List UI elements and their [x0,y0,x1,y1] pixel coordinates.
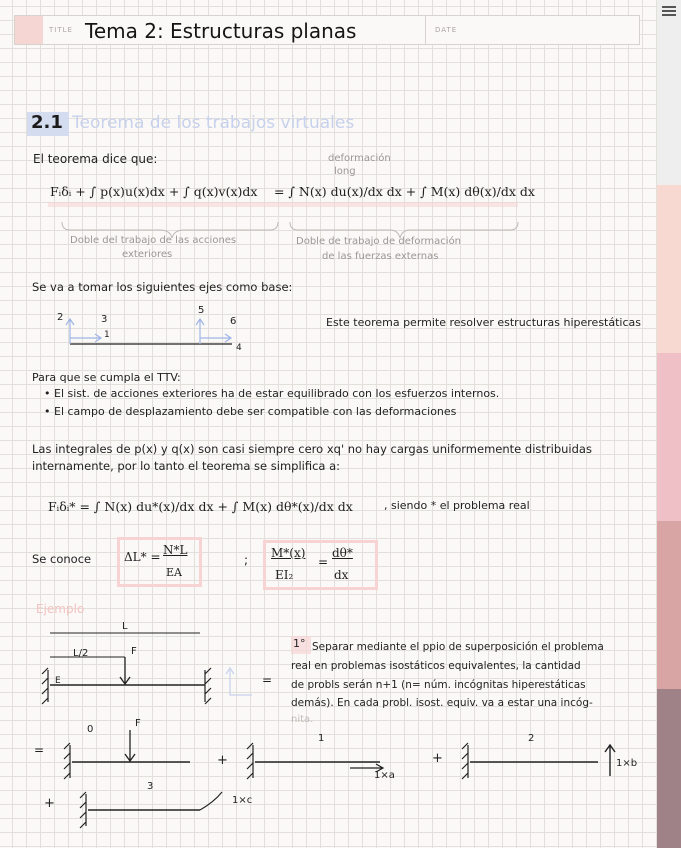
known-eq2-den2: dx [334,568,349,582]
load-1: 1×a [374,770,395,781]
axis-label-6: 6 [230,316,237,327]
brace-right [290,222,518,238]
plus-3: + [44,796,55,811]
date-label: DATE [435,26,458,34]
case-2-support [462,743,468,779]
force-F: F [131,646,137,657]
axes-right-arrows [196,319,231,344]
section-number: 2.1 [31,112,63,133]
case-1-label: 1 [318,733,325,744]
conditions-intro: Para que se cumpla el TTV: [32,371,181,384]
simplified-equation: Fᵢδᵢ* = ∫ N(x) du*(x)/dx dx + ∫ M(x) dθ*(x)/dx dx [48,499,353,514]
known-eq1-lhs: ΔL* = [124,550,161,564]
title-label: TITLE [49,26,73,34]
axis-label-4: 4 [236,343,242,353]
intro-text: El teorema dice que: [33,152,158,166]
axis-label-3: 3 [101,314,108,325]
case-0-support [64,743,70,779]
step-line-5: nita. [291,714,314,725]
note-long: long [334,166,356,177]
axes-intro: Se va a tomar los siguientes ejes como base: [32,280,293,294]
ttv-lhs: Fᵢδᵢ + ∫ p(x)u(x)dx + ∫ q(x)v(x)dx [50,184,258,199]
load-3: 1×c [232,795,253,806]
step-line-2: real en problemas isostáticos equivalentes, la cantidad [291,660,581,672]
case-0-label: 0 [87,724,94,735]
case-2-label: 2 [528,733,535,744]
step-number: 1° [293,637,306,650]
brace-left-text-1: Doble del trabajo de las acciones [70,235,237,246]
case-2-load-arrow [605,745,615,776]
section-title: Teorema de los trabajos virtuales [72,113,355,133]
known-eq2-den: EI₂ [275,568,294,582]
case-0-force-arrow [125,730,135,761]
minus-sign: = [34,743,45,757]
known-label: Se conoce [32,552,92,566]
brace-right-text-2: de las fuerzas externas [322,251,439,262]
ttv-rhs: = ∫ N(x) du(x)/dx dx + ∫ M(x) dθ(x)/dx dx [274,184,535,199]
integrals-note-2: internamente, por lo tanto el teorema se simplifica a: [32,459,341,473]
known-eq2-num2: dθ* [332,546,353,560]
example-axes [226,668,252,695]
dim-L2: L/2 [73,648,89,659]
step-line-1: Separar mediante el ppio de superposición el problema [312,641,604,653]
known-sep: ; [244,553,249,567]
known-eq1-den: EA [166,566,182,579]
condition-item-2: • El campo de desplazamiento debe ser compatible con las deformaciones [44,405,457,418]
known-eq1-num: N*L [163,543,188,557]
note-deformacion: deformación [328,153,391,164]
axes-left-arrows [66,319,101,344]
example-equals: = [262,673,273,687]
axis-label-2: 2 [57,312,64,323]
condition-item-1: • El sist. de acciones exteriores ha de estar equilibrado con los esfuerzos internos. [44,387,500,400]
brace-left-text-2: exteriores [122,249,173,260]
step-line-3: de probls serán n+1 (n= núm. incógnitas hiperestáticas [291,679,586,691]
example-label: Ejemplo [36,602,85,616]
case-1-load-arrow [350,764,383,772]
case-3-label: 3 [147,781,154,792]
load-2: 1×b [616,758,638,769]
condition-item-1-text: El sist. de acciones exteriores ha de estar equilibrado con los esfuerzos internos. [54,387,500,400]
step-line-4: demás). En cada probl. isost. equiv. va a estar una incóg- [291,697,593,709]
brace-left [62,222,278,238]
hyperstatic-note: Este teorema permite resolver estructuras hiperestáticas [326,316,641,329]
support-E: E [55,676,61,686]
axis-label-5: 5 [198,305,205,316]
condition-item-2-text: El campo de desplazamiento debe ser compatible con las deformaciones [54,405,457,418]
force-arrow [120,657,130,684]
integrals-note-1: Las integrales de p(x) y q(x) son casi siempre cero xq' no hay cargas uniformemente distribuidas [32,442,592,456]
known-eq2-num: M*(x) [271,546,306,560]
case-3-support [80,792,86,828]
case-1-support [247,743,253,779]
case-3-moment-arrow [200,792,222,810]
plus-2: + [432,751,443,766]
plus-1: + [217,753,228,768]
support-right [205,668,211,704]
simplified-note: , siendo * el problema real [384,499,530,512]
page-title[interactable]: Tema 2: Estructuras planas [85,19,357,43]
brace-right-text-1: Doble de trabajo de deformación [296,236,462,247]
case-0-force: F [135,718,141,729]
dim-L: L [122,621,128,632]
axis-label-1: 1 [104,330,110,340]
support-left [42,668,48,704]
known-eq2-eq: = [318,555,329,569]
